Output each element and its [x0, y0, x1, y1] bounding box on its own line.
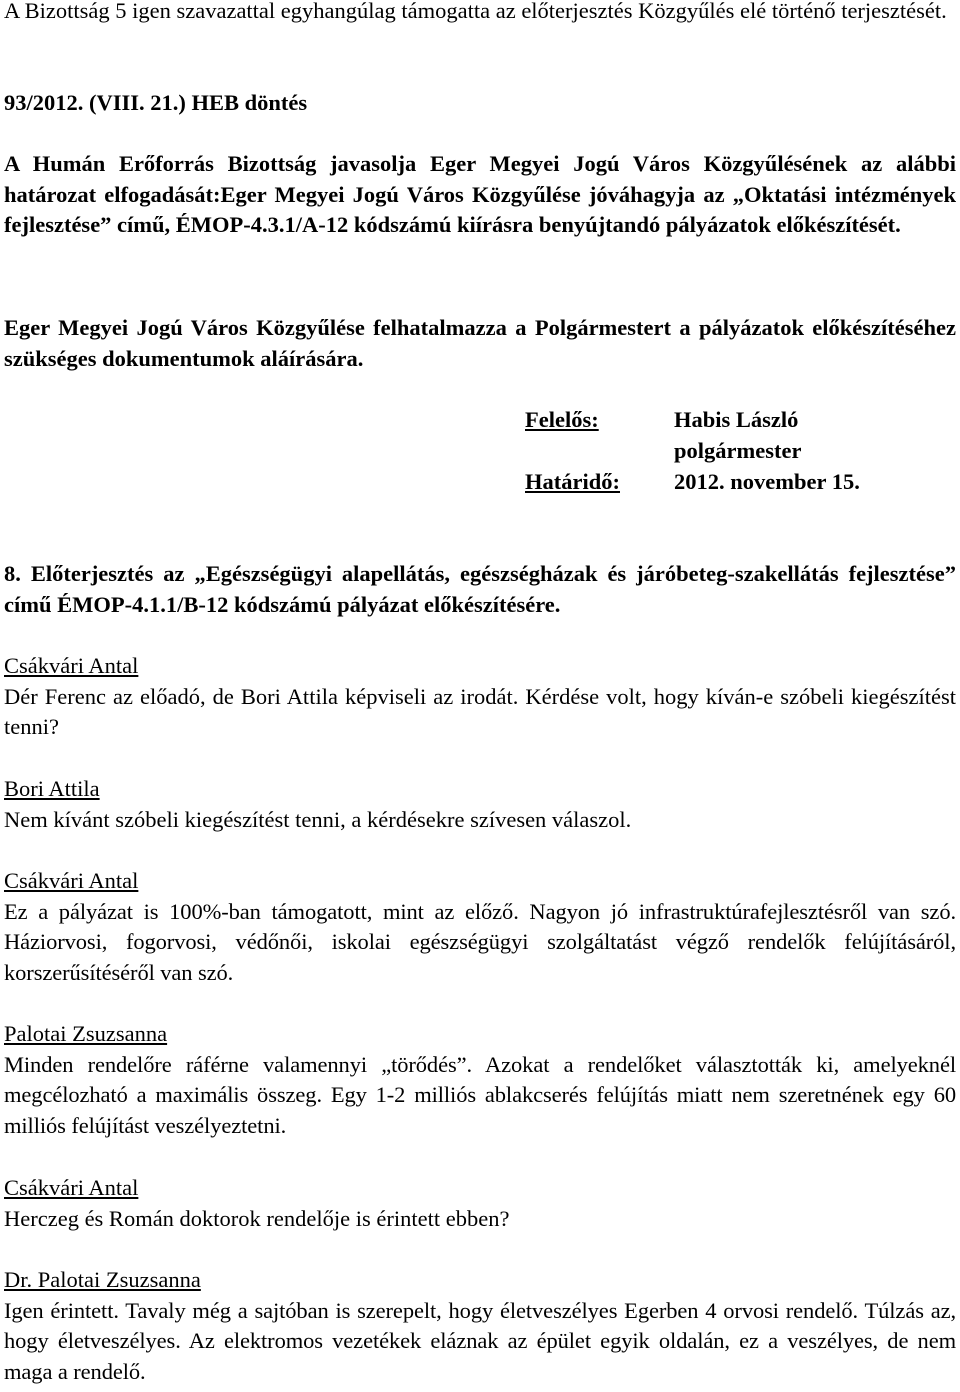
responsible-name: Habis László — [674, 407, 799, 432]
responsible-role: polgármester — [674, 438, 802, 463]
speaker-name: Bori Attila — [4, 776, 100, 801]
speaker-name: Csákvári Antal — [4, 1175, 139, 1200]
speaker-text: Minden rendelőre ráférne valamennyi „törődés”. Azokat a rendelőket választották ki, amelyeknél megcélozható a maximális összeg. Egy 1-2 milliós ablakcserés felújítás miatt nem szeretnének egy 60 milliós felújítást veszélyeztetni. — [4, 1051, 956, 1138]
responsible-label: Felelős: — [525, 407, 599, 432]
decision-authorization: Eger Megyei Jogú Város Közgyűlése felhatalmazza a Polgármestert a pályázatok előkészítéséhez szükséges dokumentumok aláírására. — [4, 315, 956, 371]
speaker-block — [4, 866, 956, 988]
intro-paragraph: A Bizottság 5 igen szavazattal egyhangúlag támogatta az előterjesztés Közgyűlés elé történő terjesztését. — [4, 0, 947, 23]
decision-heading: 93/2012. (VIII. 21.) HEB döntés — [4, 90, 308, 115]
speaker-name: Dr. Palotai Zsuzsanna — [4, 1267, 201, 1292]
speaker-text: Dér Ferenc az előadó, de Bori Attila képviseli az irodát. Kérdése volt, hogy kíván-e szóbeli kiegészítést tenni? — [4, 683, 956, 739]
speaker-text: Herczeg és Román doktorok rendelője is érintett ebben? — [4, 1205, 510, 1231]
speaker-text: Ez a pályázat is 100%-ban támogatott, mint az előző. Nagyon jó infrastruktúrafejlesztésről van szó. Háziorvosi, fogorvosi, védőnői, iskolai egészségügyi szolgáltatást végző rendelők felújításáról, korszerűsítéséről van szó. — [4, 898, 956, 985]
speaker-block — [4, 774, 956, 835]
speaker-name: Csákvári Antal — [4, 868, 139, 893]
speaker-text: Nem kívánt szóbeli kiegészítést tenni, a kérdésekre szívesen válaszol. — [4, 806, 632, 832]
speaker-block — [4, 1173, 956, 1234]
speaker-text: Igen érintett. Tavaly még a sajtóban is szerepelt, hogy életveszélyes Egerben 4 orvosi rendelő. Túlzás az, hogy életveszélyes. Az elektromos vezetékek eláznak az épület egyik oldalán, ez a veszélyes, de nem maga a rendelő. — [4, 1297, 956, 1384]
speaker-block — [4, 651, 956, 743]
decision-lead: A Humán Erőforrás Bizottság javasolja Eger Megyei Jogú Város Közgyűlésének az alábbi határozat elfogadását: — [4, 151, 956, 207]
decision-text — [4, 149, 956, 241]
deadline-label: Határidő: — [525, 469, 620, 494]
speaker-name: Csákvári Antal — [4, 653, 139, 678]
speaker-block — [4, 1265, 956, 1387]
deadline-value: 2012. november 15. — [674, 469, 860, 494]
item-8-title: 8. Előterjesztés az „Egészségügyi alapellátás, egészségházak és járóbeteg-szakellátás fejlesztése” című ÉMOP-4.1.1/B-12 kódszámú pályázat előkészítésére. — [4, 561, 956, 617]
speaker-block — [4, 1019, 956, 1141]
decision-body: Eger Megyei Jogú Város Közgyűlése jóváhagyja az „Oktatási intézmények fejlesztése” című, ÉMOP-4.3.1/A-12 kódszámú kiírásra benyújtandó pályázatok előkészítését. — [4, 181, 956, 237]
speaker-name: Palotai Zsuzsanna — [4, 1021, 168, 1046]
